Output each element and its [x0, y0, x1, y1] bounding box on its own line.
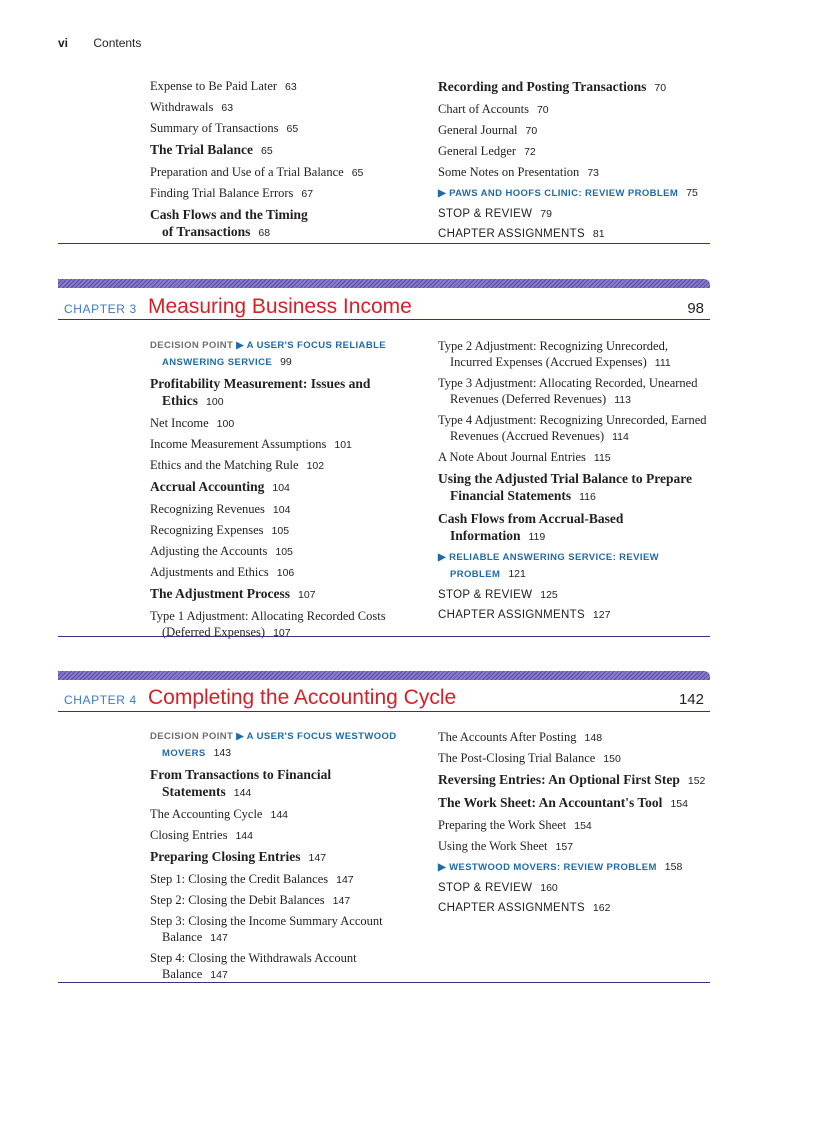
chapter-page: 98 [687, 300, 704, 317]
toc-entry[interactable]: Some Notes on Presentation 73 [438, 165, 599, 179]
toc-entry[interactable]: The Post-Closing Trial Balance 150 [438, 751, 621, 765]
running-head [58, 36, 141, 50]
toc-heading[interactable]: Cash Flows from Accrual-Based Information 119 [438, 511, 624, 543]
stop-review-link[interactable]: STOP & REVIEW 79 [438, 208, 552, 220]
toc-heading[interactable]: Cash Flows and the Timing of Transactions 68 [150, 207, 308, 239]
ch2-right-column [438, 78, 710, 246]
toc-entry[interactable]: Type 2 Adjustment: Recognizing Unrecorded, Incurred Expenses (Accrued Expenses) 111 [438, 339, 671, 369]
toc-entry[interactable]: Type 3 Adjustment: Allocating Recorded, Unearned Revenues (Deferred Revenues) 113 [438, 376, 698, 406]
chapter-3-header[interactable] [58, 290, 710, 320]
running-head-title: Contents [93, 36, 142, 50]
toc-heading[interactable]: Reversing Entries: An Optional First Step 152 [438, 772, 706, 787]
decision-point-link[interactable]: DECISION POINT ▶ A USER'S FOCUS WESTWOOD MOVERS 143 [150, 731, 397, 759]
toc-entry[interactable]: Type 1 Adjustment: Allocating Recorded Costs (Deferred Expenses) 107 [150, 609, 386, 639]
review-problem-link[interactable]: ▶ WESTWOOD MOVERS: REVIEW PROBLEM 158 [438, 861, 683, 873]
ch4-right-column [438, 729, 710, 920]
chapter-title: Measuring Business Income [148, 295, 412, 318]
decision-point-link[interactable]: DECISION POINT ▶ A USER'S FOCUS RELIABLE ANSWERING SERVICE 99 [150, 340, 387, 368]
toc-entry[interactable]: Type 4 Adjustment: Recognizing Unrecorded, Earned Revenues (Accrued Revenues) 114 [438, 413, 707, 443]
toc-entry[interactable]: A Note About Journal Entries 115 [438, 450, 611, 464]
section-divider [58, 982, 710, 983]
toc-entry[interactable]: Net Income 100 [150, 416, 235, 430]
chapter-assignments-link[interactable]: CHAPTER ASSIGNMENTS 81 [438, 228, 605, 240]
chapter-4-header[interactable] [58, 681, 710, 711]
toc-entry[interactable]: Recognizing Expenses 105 [150, 523, 290, 537]
chapter-label: CHAPTER 3 [64, 302, 137, 316]
chapter-assignments-link[interactable]: CHAPTER ASSIGNMENTS 162 [438, 902, 611, 914]
chapter-title: Completing the Accounting Cycle [148, 686, 457, 709]
toc-entry[interactable]: Step 2: Closing the Debit Balances 147 [150, 893, 351, 907]
chapter-band [58, 671, 710, 680]
toc-entry[interactable]: Preparation and Use of a Trial Balance 65 [150, 165, 364, 179]
toc-entry[interactable]: Ethics and the Matching Rule 102 [150, 458, 325, 472]
toc-entry[interactable]: Step 1: Closing the Credit Balances 147 [150, 872, 354, 886]
chapter-rule [58, 711, 710, 712]
stop-review-link[interactable]: STOP & REVIEW 160 [438, 882, 558, 894]
toc-entry[interactable]: Preparing the Work Sheet 154 [438, 818, 592, 832]
toc-entry[interactable]: General Ledger 72 [438, 144, 536, 158]
toc-entry[interactable]: Chart of Accounts 70 [438, 102, 549, 116]
ch4-left-column [150, 729, 422, 987]
stop-review-link[interactable]: STOP & REVIEW 125 [438, 589, 558, 601]
toc-heading[interactable]: From Transactions to Financial Statements 144 [150, 767, 332, 799]
triangle-icon: ▶ [438, 552, 447, 563]
toc-heading[interactable]: Accrual Accounting 104 [150, 479, 290, 494]
chapter-page: 142 [678, 691, 704, 708]
triangle-icon: ▶ [438, 862, 447, 873]
toc-entry[interactable]: Withdrawals 63 [150, 100, 234, 114]
toc-heading[interactable]: Profitability Measurement: Issues and Ethics 100 [150, 376, 371, 408]
toc-entry[interactable]: Adjusting the Accounts 105 [150, 544, 293, 558]
toc-heading[interactable]: Preparing Closing Entries 147 [150, 849, 327, 864]
toc-entry[interactable]: Using the Work Sheet 157 [438, 839, 574, 853]
toc-heading[interactable]: Recording and Posting Transactions 70 [438, 79, 667, 94]
toc-entry[interactable]: Adjustments and Ethics 106 [150, 565, 295, 579]
toc-heading[interactable]: The Work Sheet: An Accountant's Tool 154 [438, 795, 688, 810]
toc-entry[interactable]: Income Measurement Assumptions 101 [150, 437, 352, 451]
toc-heading[interactable]: Using the Adjusted Trial Balance to Prepare Financial Statements 116 [438, 471, 693, 503]
triangle-icon: ▶ [438, 188, 447, 199]
toc-entry[interactable]: Closing Entries 144 [150, 828, 253, 842]
toc-heading[interactable]: The Adjustment Process 107 [150, 586, 316, 601]
ch2-left-column [150, 78, 422, 246]
triangle-icon: ▶ [236, 340, 244, 351]
toc-entry[interactable]: The Accounting Cycle 144 [150, 807, 289, 821]
section-divider [58, 636, 710, 637]
chapter-band [58, 279, 710, 288]
toc-heading[interactable]: The Trial Balance 65 [150, 142, 273, 157]
page-folio: vi [58, 36, 69, 50]
ch3-right-column [438, 338, 710, 627]
review-problem-link[interactable]: ▶ PAWS AND HOOFS CLINIC: REVIEW PROBLEM 75 [438, 187, 698, 199]
toc-entry[interactable]: Step 3: Closing the Income Summary Account Balance 147 [150, 914, 383, 944]
review-problem-link[interactable]: ▶ RELIABLE ANSWERING SERVICE: REVIEW PROBLEM 121 [438, 552, 660, 580]
toc-entry[interactable]: General Journal 70 [438, 123, 538, 137]
toc-entry[interactable]: Summary of Transactions 65 [150, 121, 299, 135]
toc-entry[interactable]: Step 4: Closing the Withdrawals Account Balance 147 [150, 951, 357, 981]
toc-entry[interactable]: Recognizing Revenues 104 [150, 502, 291, 516]
ch3-left-column [150, 338, 422, 645]
chapter-rule [58, 319, 710, 320]
chapter-assignments-link[interactable]: CHAPTER ASSIGNMENTS 127 [438, 609, 611, 621]
triangle-icon: ▶ [236, 731, 244, 742]
toc-entry[interactable]: The Accounts After Posting 148 [438, 730, 603, 744]
section-divider [58, 243, 710, 244]
toc-entry[interactable]: Finding Trial Balance Errors 67 [150, 186, 314, 200]
toc-entry[interactable]: Expense to Be Paid Later 63 [150, 79, 297, 93]
chapter-label: CHAPTER 4 [64, 693, 137, 707]
